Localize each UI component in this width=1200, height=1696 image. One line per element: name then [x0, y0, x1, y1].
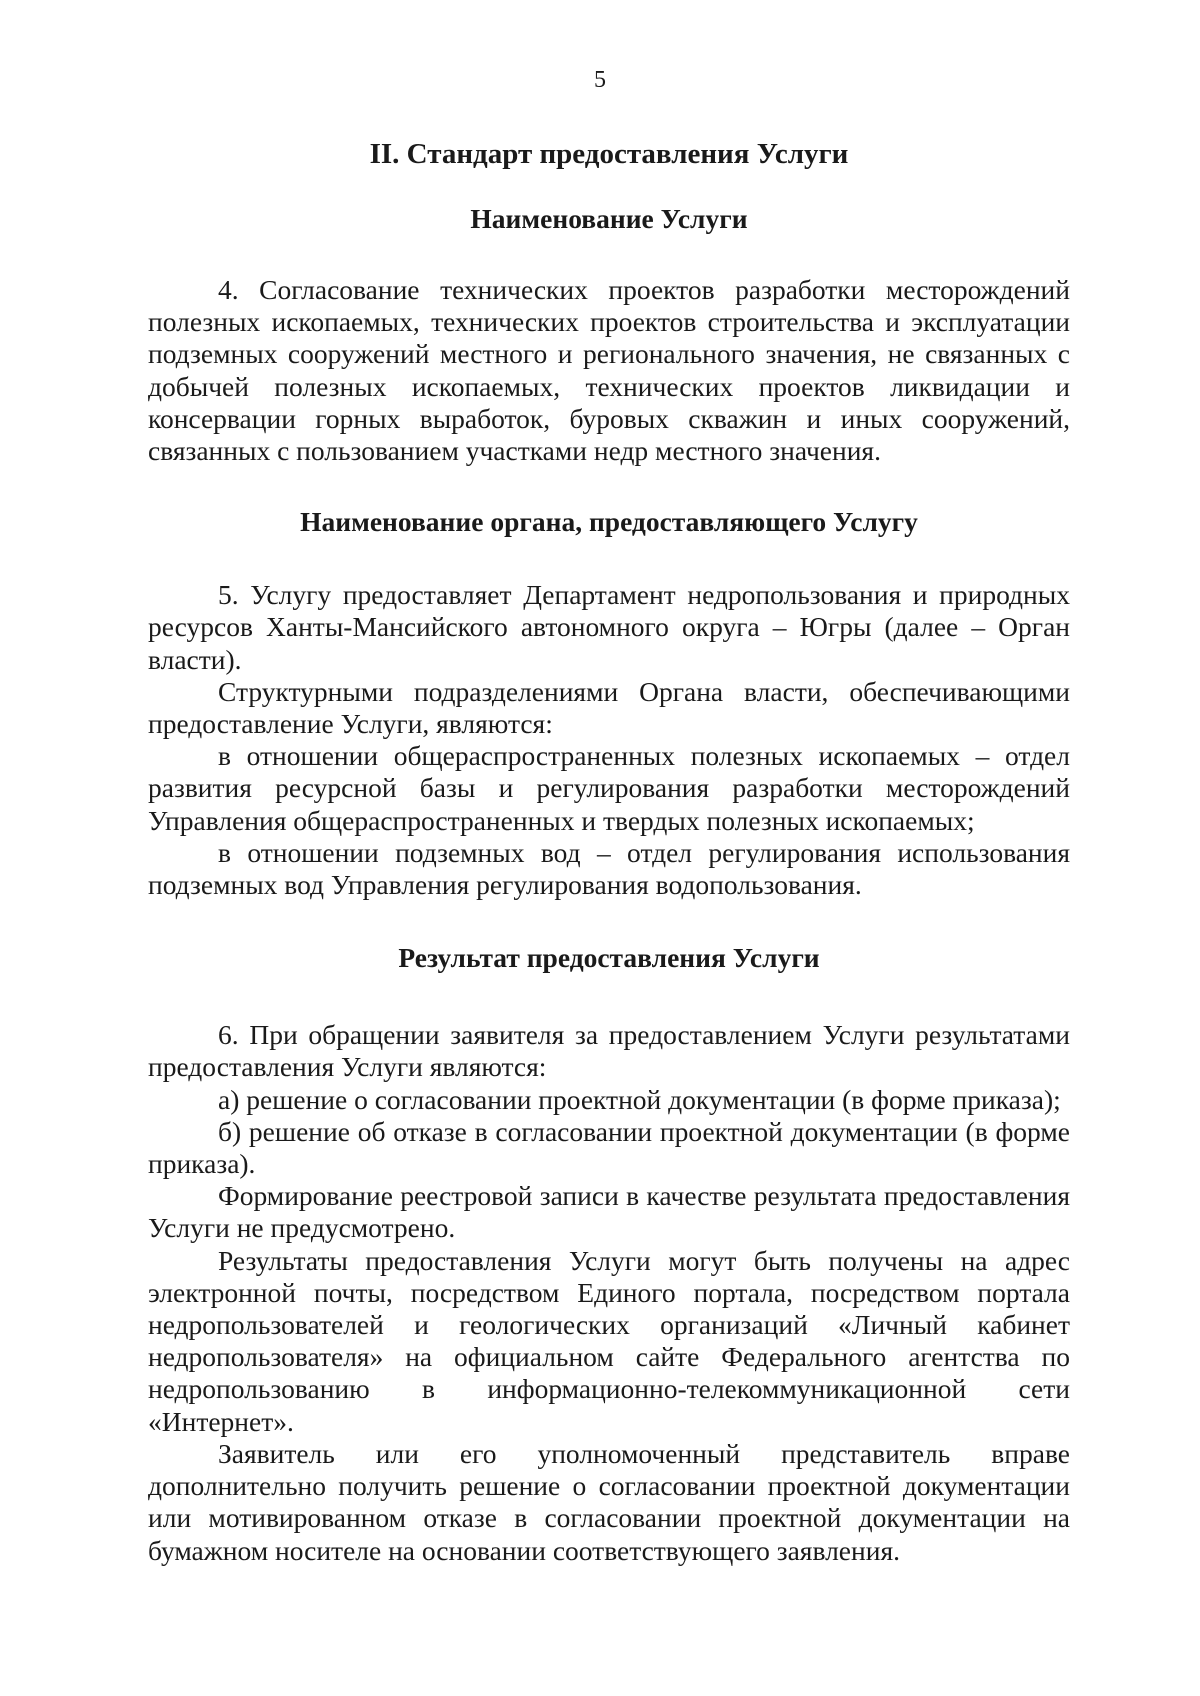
- paragraph-6a: а) решение о согласовании проектной документации (в форме приказа);: [218, 1083, 1061, 1115]
- page-number: 5: [594, 67, 606, 93]
- paragraph-structural-units: Структурными подразделениями Органа власти, обеспечивающими предоставление Услуги, являются:: [148, 675, 1070, 740]
- paragraph-result-delivery: Результаты предоставления Услуги могут быть получены на адрес электронной почты, посредством Единого портала, посредством портала недропользователей и геологических организаций «Личный кабинет недропользователя» на официальном сайте Федерального агентства по недропользованию в информационно-телекоммуникационной сети «Интернет».: [148, 1244, 1070, 1437]
- paragraph-common-minerals-dept: в отношении общераспространенных полезных ископаемых – отдел развития ресурсной базы и регулирования разработки месторождений Управления общераспространенных и твердых полезных ископаемых;: [148, 740, 1070, 836]
- paragraph-4: 4. Согласование технических проектов разработки месторождений полезных ископаемых, технических проектов строительства и эксплуатации подземных сооружений местного и регионального значения, не связанных с добычей полезных ископаемых, технических проектов ликвидации и консервации горных выработок, буровых скважин и иных сооружений, связанных с пользованием участками недр местного значения.: [148, 274, 1070, 467]
- heading-service-name: Наименование Услуги: [470, 203, 748, 234]
- heading-result: Результат предоставления Услуги: [398, 942, 820, 974]
- paragraph-paper-copy: Заявитель или его уполномоченный представитель вправе дополнительно получить решение о согласовании проектной документации или мотивированном отказе в согласовании проектной документации на бумажном носителе на основании соответствующего заявления.: [148, 1437, 1070, 1566]
- paragraph-registry-record: Формирование реестровой записи в качестве результата предоставления Услуги не предусмотрено.: [148, 1180, 1070, 1244]
- section-service-name: [148, 202, 1070, 467]
- section-title: II. Стандарт предоставления Услуги: [369, 138, 849, 170]
- paragraph-groundwater-dept: в отношении подземных вод – отдел регулирования использования подземных вод Управления регулирования водопользования.: [148, 836, 1070, 901]
- document-body: [148, 136, 1070, 1567]
- paragraph-6: 6. При обращении заявителя за предоставлением Услуги результатами предоставления Услуги являются:: [148, 1019, 1070, 1083]
- section-authority: [148, 505, 1070, 901]
- paragraph-5: 5. Услугу предоставляет Департамент недропользования и природных ресурсов Ханты-Мансийского автономного округа – Югры (далее – Орган власти).: [148, 579, 1070, 675]
- paragraph-6b: б) решение об отказе в согласовании проектной документации (в форме приказа).: [148, 1115, 1070, 1180]
- heading-authority: Наименование органа, предоставляющего Услугу: [300, 506, 918, 538]
- section-result: [148, 941, 1070, 1566]
